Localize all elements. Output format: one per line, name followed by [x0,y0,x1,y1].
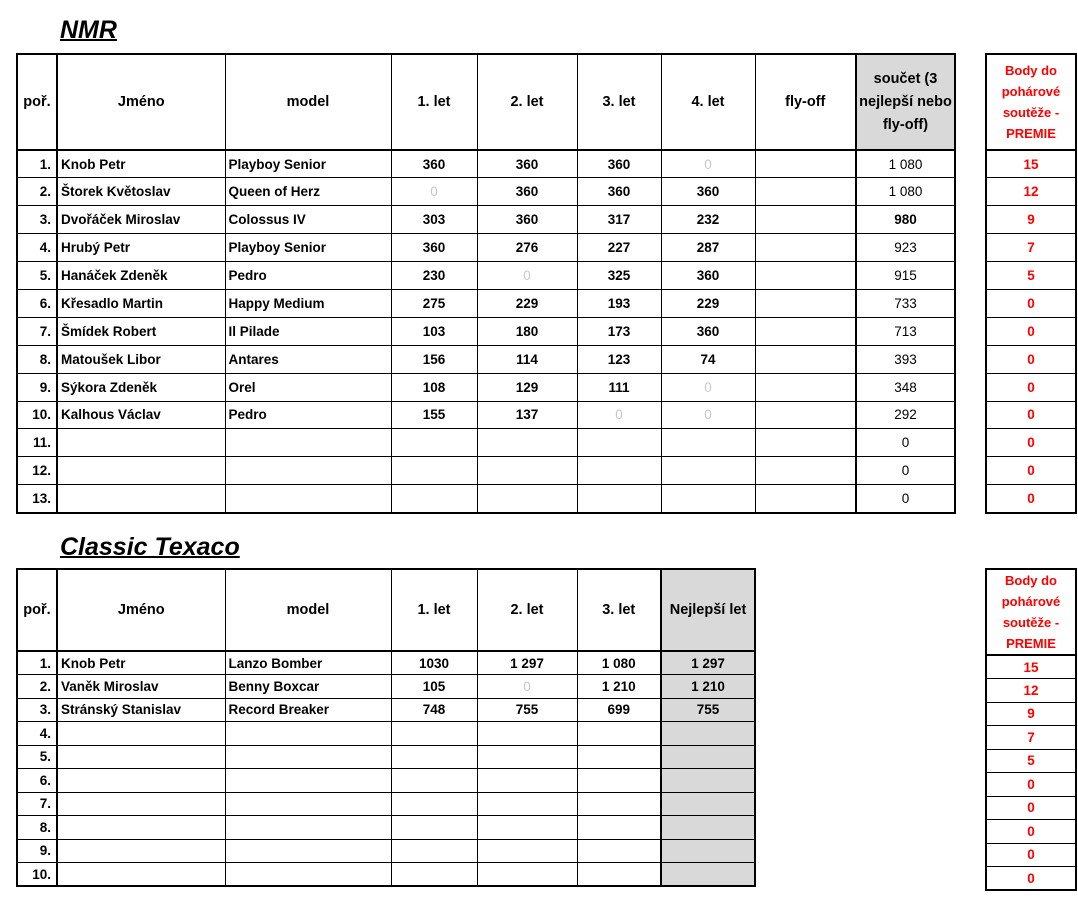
flight-l3-cell [577,457,661,485]
flight-l3-cell: 317 [577,206,661,234]
list-item [986,749,1076,773]
rank-cell: 8. [17,345,57,373]
flyoff-cell [755,289,856,317]
best-flight-cell [661,745,755,769]
nmr-header-rank: poř. [17,54,57,150]
flight-l3-cell [577,863,661,887]
list-item [986,773,1076,797]
model-cell [225,722,391,746]
table-row [17,863,755,887]
points-cell: 15 [986,150,1076,178]
flight-l2-cell [477,839,577,863]
flight-l2-cell [477,863,577,887]
texaco-table [16,568,756,887]
name-cell: Stránský Stanislav [57,698,225,722]
flight-l1-cell: 230 [391,262,477,290]
rank-cell: 2. [17,675,57,699]
flight-l3-cell [577,839,661,863]
flight-l4-cell: 232 [661,206,755,234]
flyoff-cell [755,150,856,178]
flight-l4-cell: 0 [661,150,755,178]
name-cell [57,457,225,485]
table-row [17,262,955,290]
flight-l2-cell: 360 [477,206,577,234]
name-cell: Dvořáček Miroslav [57,206,225,234]
best-flight-cell [661,863,755,887]
flight-l1-cell: 156 [391,345,477,373]
flyoff-cell [755,178,856,206]
sum-cell: 923 [856,234,955,262]
flight-l4-cell: 0 [661,373,755,401]
table-row [17,373,955,401]
name-cell [57,816,225,840]
list-item [986,234,1076,262]
list-item [986,206,1076,234]
model-cell [225,792,391,816]
rank-cell: 10. [17,863,57,887]
points-cell: 0 [986,867,1076,891]
model-cell [225,429,391,457]
points-cell: 0 [986,289,1076,317]
nmr-points-table [985,53,1077,514]
flight-l1-cell [391,792,477,816]
points-cell: 5 [986,262,1076,290]
sum-cell: 1 080 [856,178,955,206]
flight-l4-cell: 360 [661,178,755,206]
flight-l3-cell: 1 080 [577,651,661,675]
flight-l3-cell: 0 [577,401,661,429]
model-cell: Record Breaker [225,698,391,722]
table-row [17,401,955,429]
table-row [17,206,955,234]
table-row [17,839,755,863]
texaco-header-rank: poř. [17,569,57,651]
name-cell: Matoušek Libor [57,345,225,373]
flight-l4-cell: 360 [661,317,755,345]
flyoff-cell [755,206,856,234]
points-cell: 0 [986,457,1076,485]
best-flight-cell: 755 [661,698,755,722]
model-cell [225,745,391,769]
model-cell: Pedro [225,401,391,429]
rank-cell: 7. [17,317,57,345]
name-cell [57,485,225,513]
rank-cell: 9. [17,373,57,401]
flight-l2-cell [477,457,577,485]
list-item [986,726,1076,750]
best-flight-cell [661,769,755,793]
points-cell: 5 [986,749,1076,773]
flight-l2-cell [477,792,577,816]
flight-l3-cell: 360 [577,150,661,178]
flight-l1-cell: 360 [391,150,477,178]
rank-cell: 5. [17,745,57,769]
name-cell: Vaněk Miroslav [57,675,225,699]
rank-cell: 1. [17,150,57,178]
name-cell [57,745,225,769]
sum-cell: 0 [856,429,955,457]
points-cell: 0 [986,843,1076,867]
flight-l1-cell: 748 [391,698,477,722]
flight-l1-cell: 275 [391,289,477,317]
flight-l3-cell [577,769,661,793]
nmr-header-flyoff: fly-off [755,54,856,150]
flight-l4-cell: 360 [661,262,755,290]
model-cell: Playboy Senior [225,234,391,262]
table-row [17,345,955,373]
table-row [17,317,955,345]
flight-l2-cell [477,745,577,769]
flight-l2-cell [477,429,577,457]
rank-cell: 4. [17,722,57,746]
flight-l2-cell: 229 [477,289,577,317]
texaco-header-name: Jméno [57,569,225,651]
flight-l1-cell [391,485,477,513]
list-item [986,820,1076,844]
nmr-points-header: Body do pohárové soutěže - PREMIE [986,54,1076,150]
sum-cell: 393 [856,345,955,373]
sum-cell: 980 [856,206,955,234]
points-cell: 0 [986,317,1076,345]
table-row [17,150,955,178]
rank-cell: 12. [17,457,57,485]
flight-l3-cell [577,485,661,513]
points-cell: 15 [986,655,1076,679]
model-cell: Antares [225,345,391,373]
list-item [986,702,1076,726]
list-item [986,178,1076,206]
flight-l3-cell: 111 [577,373,661,401]
flyoff-cell [755,317,856,345]
points-cell: 0 [986,796,1076,820]
sum-cell: 0 [856,485,955,513]
best-flight-cell [661,816,755,840]
flight-l4-cell: 0 [661,401,755,429]
flight-l2-cell: 276 [477,234,577,262]
flight-l1-cell [391,457,477,485]
flight-l2-cell [477,769,577,793]
name-cell [57,839,225,863]
flight-l4-cell: 229 [661,289,755,317]
model-cell: Il Pilade [225,317,391,345]
flyoff-cell [755,485,856,513]
best-flight-cell [661,792,755,816]
flight-l1-cell: 360 [391,234,477,262]
texaco-points-table [985,568,1077,891]
rank-cell: 9. [17,839,57,863]
list-item [986,401,1076,429]
nmr-table [16,53,956,514]
table-row [17,651,755,675]
flight-l2-cell: 0 [477,675,577,699]
nmr-title: NMR [60,16,117,44]
nmr-header-model: model [225,54,391,150]
sum-cell: 292 [856,401,955,429]
flight-l1-cell [391,429,477,457]
flight-l3-cell [577,429,661,457]
flight-l4-cell [661,485,755,513]
flight-l1-cell [391,722,477,746]
table-row [17,769,755,793]
flight-l3-cell [577,792,661,816]
best-flight-cell [661,839,755,863]
sum-cell: 1 080 [856,150,955,178]
flight-l2-cell [477,485,577,513]
best-flight-cell [661,722,755,746]
flight-l3-cell: 193 [577,289,661,317]
model-cell: Happy Medium [225,289,391,317]
name-cell: Hanáček Zdeněk [57,262,225,290]
flight-l1-cell [391,863,477,887]
model-cell: Colossus IV [225,206,391,234]
table-row [17,457,955,485]
list-item [986,796,1076,820]
texaco-header-l3: 3. let [577,569,661,651]
model-cell [225,863,391,887]
rank-cell: 10. [17,401,57,429]
flyoff-cell [755,345,856,373]
model-cell: Orel [225,373,391,401]
name-cell: Sýkora Zdeněk [57,373,225,401]
flight-l1-cell: 1030 [391,651,477,675]
flight-l4-cell: 74 [661,345,755,373]
table-row [17,816,755,840]
name-cell: Knob Petr [57,651,225,675]
list-item [986,289,1076,317]
model-cell [225,457,391,485]
points-cell: 9 [986,702,1076,726]
points-cell: 0 [986,401,1076,429]
name-cell: Křesadlo Martin [57,289,225,317]
sum-cell: 0 [856,457,955,485]
rank-cell: 2. [17,178,57,206]
table-row [17,178,955,206]
flight-l2-cell: 114 [477,345,577,373]
name-cell [57,769,225,793]
points-cell: 0 [986,773,1076,797]
flight-l1-cell: 105 [391,675,477,699]
flight-l1-cell: 155 [391,401,477,429]
flight-l2-cell: 0 [477,262,577,290]
table-row [17,485,955,513]
points-cell: 7 [986,726,1076,750]
flight-l2-cell: 755 [477,698,577,722]
texaco-header-l2: 2. let [477,569,577,651]
points-cell: 7 [986,234,1076,262]
flyoff-cell [755,429,856,457]
flight-l2-cell: 360 [477,178,577,206]
rank-cell: 6. [17,289,57,317]
flyoff-cell [755,262,856,290]
rank-cell: 13. [17,485,57,513]
list-item [986,655,1076,679]
flight-l2-cell [477,722,577,746]
points-cell: 0 [986,485,1076,513]
flight-l3-cell: 1 210 [577,675,661,699]
list-item [986,843,1076,867]
flyoff-cell [755,373,856,401]
name-cell: Kalhous Václav [57,401,225,429]
flight-l2-cell: 180 [477,317,577,345]
flight-l3-cell: 360 [577,178,661,206]
points-cell: 0 [986,373,1076,401]
flight-l2-cell [477,816,577,840]
name-cell [57,429,225,457]
flyoff-cell [755,457,856,485]
points-cell: 12 [986,178,1076,206]
flight-l3-cell: 325 [577,262,661,290]
list-item [986,867,1076,891]
model-cell [225,816,391,840]
flight-l2-cell: 1 297 [477,651,577,675]
texaco-header-model: model [225,569,391,651]
points-cell: 0 [986,820,1076,844]
flight-l3-cell [577,816,661,840]
table-row [17,234,955,262]
model-cell: Benny Boxcar [225,675,391,699]
name-cell [57,863,225,887]
flight-l1-cell [391,769,477,793]
rank-cell: 11. [17,429,57,457]
model-cell: Queen of Herz [225,178,391,206]
flight-l4-cell [661,457,755,485]
table-row [17,289,955,317]
points-cell: 0 [986,429,1076,457]
list-item [986,485,1076,513]
name-cell: Hrubý Petr [57,234,225,262]
model-cell [225,485,391,513]
nmr-header-name: Jméno [57,54,225,150]
flight-l1-cell [391,816,477,840]
flight-l3-cell: 699 [577,698,661,722]
sum-cell: 733 [856,289,955,317]
flight-l1-cell: 103 [391,317,477,345]
flight-l1-cell [391,839,477,863]
flyoff-cell [755,401,856,429]
model-cell: Playboy Senior [225,150,391,178]
list-item [986,679,1076,703]
texaco-header-best: Nejlepší let [661,569,755,651]
flight-l2-cell: 137 [477,401,577,429]
list-item [986,373,1076,401]
rank-cell: 1. [17,651,57,675]
table-row [17,792,755,816]
table-row [17,745,755,769]
flight-l2-cell: 129 [477,373,577,401]
rank-cell: 8. [17,816,57,840]
flight-l3-cell: 123 [577,345,661,373]
nmr-header-l2: 2. let [477,54,577,150]
table-row [17,698,755,722]
nmr-header-l1: 1. let [391,54,477,150]
model-cell [225,839,391,863]
flyoff-cell [755,234,856,262]
list-item [986,345,1076,373]
sum-cell: 348 [856,373,955,401]
list-item [986,262,1076,290]
model-cell [225,769,391,793]
rank-cell: 3. [17,206,57,234]
name-cell [57,792,225,816]
table-row [17,675,755,699]
name-cell [57,722,225,746]
points-cell: 0 [986,345,1076,373]
flight-l1-cell: 108 [391,373,477,401]
flight-l3-cell [577,722,661,746]
rank-cell: 6. [17,769,57,793]
texaco-title: Classic Texaco [60,533,240,561]
texaco-header-l1: 1. let [391,569,477,651]
name-cell: Šmídek Robert [57,317,225,345]
points-cell: 12 [986,679,1076,703]
points-cell: 9 [986,206,1076,234]
best-flight-cell: 1 210 [661,675,755,699]
flight-l3-cell [577,745,661,769]
model-cell: Lanzo Bomber [225,651,391,675]
flight-l1-cell: 303 [391,206,477,234]
best-flight-cell: 1 297 [661,651,755,675]
flight-l1-cell [391,745,477,769]
sum-cell: 915 [856,262,955,290]
flight-l3-cell: 227 [577,234,661,262]
sum-cell: 713 [856,317,955,345]
rank-cell: 3. [17,698,57,722]
table-row [17,429,955,457]
flight-l3-cell: 173 [577,317,661,345]
flight-l4-cell [661,429,755,457]
rank-cell: 7. [17,792,57,816]
nmr-header-l3: 3. let [577,54,661,150]
nmr-header-l4: 4. let [661,54,755,150]
flight-l4-cell: 287 [661,234,755,262]
list-item [986,457,1076,485]
texaco-points-header: Body do pohárové soutěže - PREMIE [986,569,1076,655]
table-row [17,722,755,746]
name-cell: Štorek Květoslav [57,178,225,206]
rank-cell: 5. [17,262,57,290]
flight-l2-cell: 360 [477,150,577,178]
rank-cell: 4. [17,234,57,262]
list-item [986,150,1076,178]
name-cell: Knob Petr [57,150,225,178]
nmr-header-sum: součet (3 nejlepší nebo fly-off) [856,54,955,150]
list-item [986,429,1076,457]
model-cell: Pedro [225,262,391,290]
list-item [986,317,1076,345]
flight-l1-cell: 0 [391,178,477,206]
